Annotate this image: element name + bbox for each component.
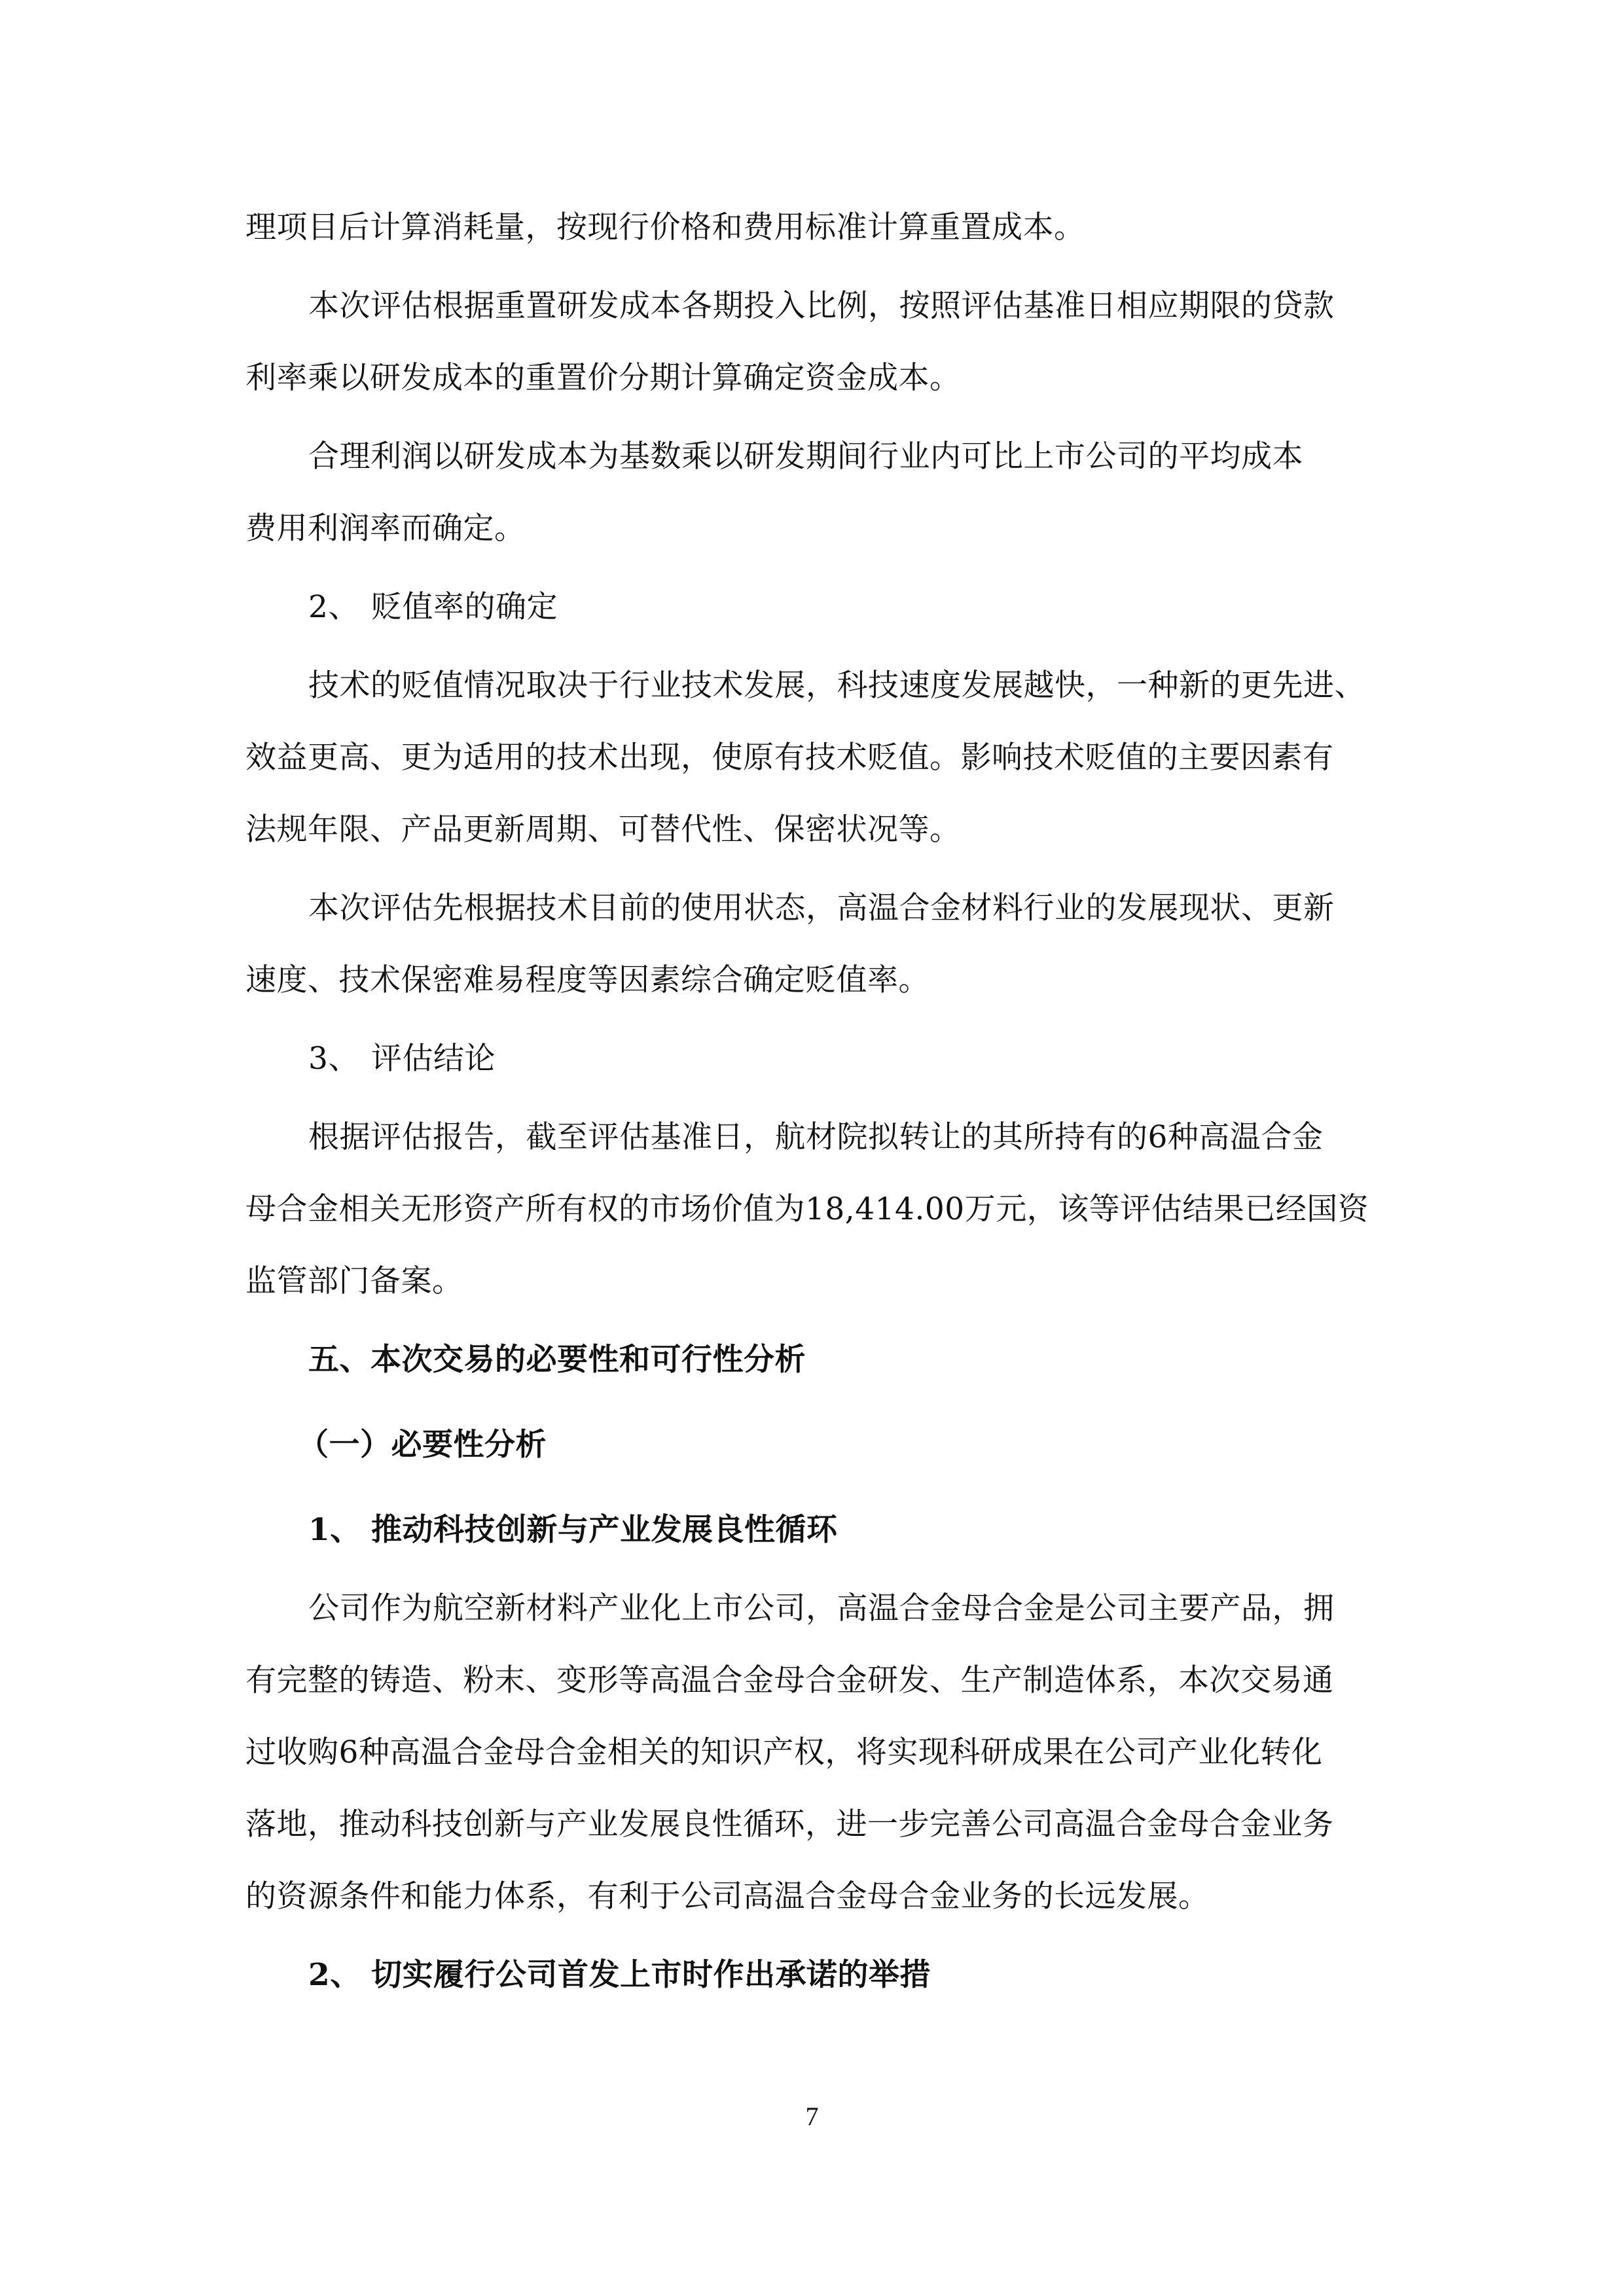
heading-number: 3、 <box>308 1041 359 1077</box>
section-heading-conclusion <box>308 1039 496 1079</box>
paragraph-line: 本次评估先根据技术目前的使用状态，高温合金材料行业的发展现状、更新 <box>308 890 1335 926</box>
paragraph-line: 费用利润率而确定。 <box>245 511 526 547</box>
paragraph-line: 技术的贬值情况取决于行业技术发展，科技速度发展越快，一种新的更先进、 <box>308 668 1365 704</box>
paragraph-line: 的资源条件和能力体系，有利于公司高温合金母合金业务的长远发展。 <box>245 1878 1210 1914</box>
heading-number: 2、 <box>308 1957 361 1993</box>
paragraph-line: 理项目后计算消耗量，按现行价格和费用标准计算重置成本。 <box>245 209 1085 245</box>
item-heading-1 <box>308 1511 838 1550</box>
heading-text: 评估结论 <box>371 1041 496 1077</box>
paragraph-line: 本次评估根据重置研发成本各期投入比例，按照评估基准日相应期限的贷款 <box>308 288 1335 324</box>
page-number: 7 <box>805 2102 819 2131</box>
heading-text: 切实履行公司首发上市时作出承诺的举措 <box>371 1957 931 1993</box>
paragraph-line: 法规年限、产品更新周期、可替代性、保密状况等。 <box>245 812 961 848</box>
paragraph-line: 有完整的铸造、粉末、变形等高温合金母合金研发、生产制造体系，本次交易通 <box>245 1662 1334 1698</box>
subsection-heading-necessity: （一）必要性分析 <box>298 1427 547 1463</box>
paragraph-line: 合理利润以研发成本为基数乘以研发期间行业内可比上市公司的平均成本 <box>308 439 1303 475</box>
paragraph-line: 利率乘以研发成本的重置价分期计算确定资金成本。 <box>245 360 961 396</box>
heading-text: 推动科技创新与产业发展良性循环 <box>371 1512 838 1548</box>
heading-number: 2、 <box>308 589 359 625</box>
paragraph-line: 速度、技术保密难易程度等因素综合确定贬值率。 <box>245 962 929 998</box>
item-heading-2 <box>308 1956 931 1995</box>
paragraph-line: 过收购6种高温合金母合金相关的知识产权，将实现科研成果在公司产业化转化 <box>245 1734 1323 1770</box>
paragraph-line: 落地，推动科技创新与产业发展良性循环，进一步完善公司高温合金母合金业务 <box>245 1806 1334 1842</box>
paragraph-line: 母合金相关无形资产所有权的市场价值为18,414.00万元，该等评估结果已经国资 <box>245 1191 1369 1227</box>
section-heading-depreciation <box>308 588 558 627</box>
paragraph-line: 监管部门备案。 <box>245 1263 463 1299</box>
paragraph-line: 效益更高、更为适用的技术出现，使原有技术贬值。影响技术贬值的主要因素有 <box>245 740 1334 776</box>
section-heading-5: 五、本次交易的必要性和可行性分析 <box>308 1342 806 1378</box>
heading-text: 贬值率的确定 <box>371 589 558 625</box>
heading-number: 1、 <box>308 1512 361 1548</box>
paragraph-line: 公司作为航空新材料产业化上市公司，高温合金母合金是公司主要产品，拥 <box>308 1590 1335 1626</box>
paragraph-line: 根据评估报告，截至评估基准日，航材院拟转让的其所持有的6种高温合金 <box>308 1119 1324 1155</box>
